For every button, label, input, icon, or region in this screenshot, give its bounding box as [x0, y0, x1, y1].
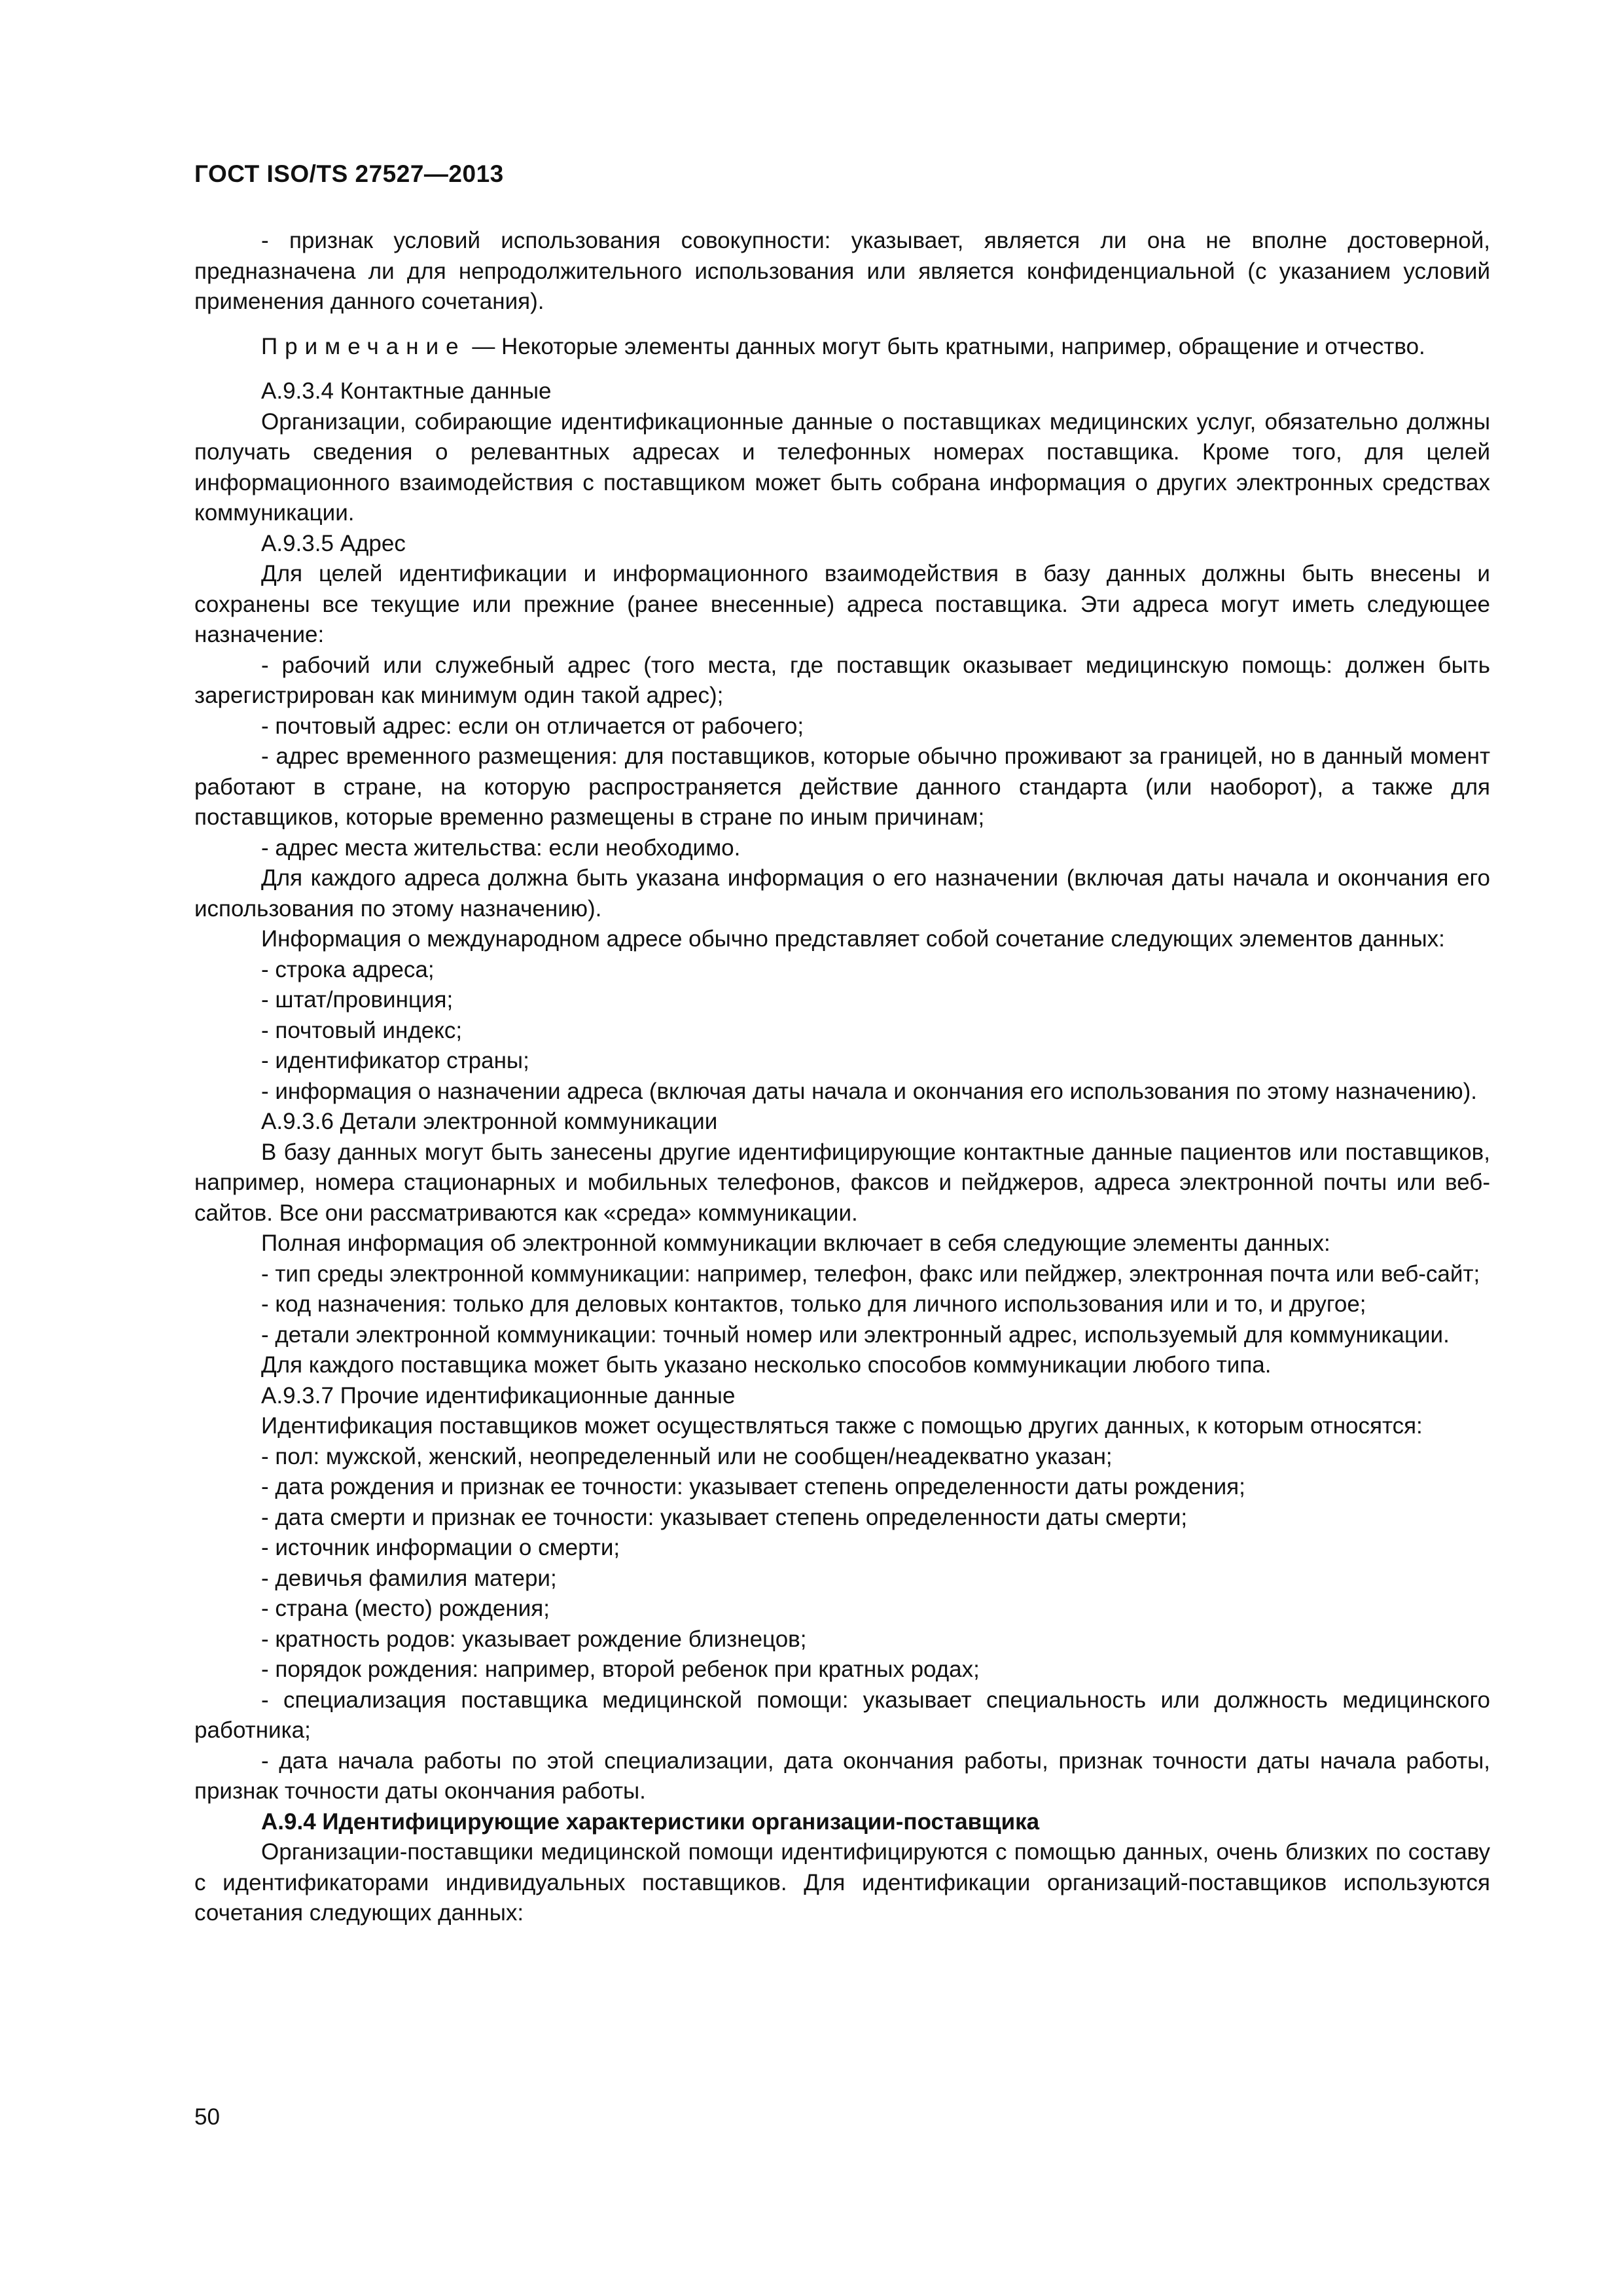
section-heading-bold: А.9.4 Идентифицирующие характеристики организации-поставщика: [261, 1808, 1040, 1835]
paragraph: Полная информация об электронной коммуникации включает в себя следующие элементы данных:: [261, 1230, 1330, 1256]
section-heading: А.9.3.4 Контактные данные: [261, 378, 552, 404]
list-item: - почтовый адрес: если он отличается от рабочего;: [261, 713, 804, 739]
note-text: — Некоторые элементы данных могут быть кратными, например, обращение и отчество.: [465, 333, 1425, 359]
list-item: - специализация поставщика медицинской помощи: указывает специальность или должность медицинского работника;: [194, 1687, 1490, 1743]
list-item: - пол: мужской, женский, неопределенный или не сообщен/неадекватно указан;: [261, 1443, 1113, 1469]
paragraph: Идентификация поставщиков может осуществляться также с помощью других данных, к которым относятся:: [261, 1413, 1423, 1439]
list-item: - тип среды электронной коммуникации: например, телефон, факс или пейджер, электронная почта или веб-сайт;: [261, 1261, 1480, 1287]
list-item: - порядок рождения: например, второй ребенок при кратных родах;: [261, 1657, 980, 1682]
paragraph: Организации, собирающие идентификационные данные о поставщиках медицинских услуг, обязательно должны получать сведения о релевантных адресах и телефонных номерах поставщика. Кроме того, для целей информационного взаимодействия с поставщиком может быть собрана информация о других электронных средствах коммуникации.: [194, 408, 1490, 526]
page-number: 50: [194, 2104, 220, 2130]
list-item: - штат/провинция;: [261, 987, 454, 1013]
paragraph: Информация о международном адресе обычно представляет собой сочетание следующих элементов данных:: [261, 926, 1445, 952]
section-heading: А.9.3.6 Детали электронной коммуникации: [261, 1109, 718, 1134]
list-item: - рабочий или служебный адрес (того места, где поставщик оказывает медицинскую помощь: должен быть зарегистрирован как минимум один такой адрес);: [194, 652, 1490, 708]
list-item: - адрес места жительства: если необходимо.: [261, 834, 741, 861]
list-item: - детали электронной коммуникации: точный номер или электронный адрес, используемый для коммуникации.: [261, 1321, 1450, 1348]
paragraph: Для каждого поставщика может быть указано несколько способов коммуникации любого типа.: [261, 1352, 1272, 1378]
list-item: - дата начала работы по этой специализации, дата окончания работы, признак точности даты начала работы, признак точности даты окончания работы.: [194, 1748, 1490, 1804]
note: [194, 332, 1490, 363]
list-item: - страна (место) рождения;: [261, 1596, 550, 1621]
paragraph: Для каждого адреса должна быть указана информация о его назначении (включая даты начала и окончания его использования по этому назначению).: [194, 865, 1490, 922]
document-body: [194, 226, 1490, 1929]
list-item: - признак условий использования совокупности: указывает, является ли она не вполне достоверной, предназначена ли для непродолжительного использования или является конфиденциальной (с указанием условий применения данного сочетания).: [194, 228, 1490, 314]
document-header: ГОСТ ISO/TS 27527—2013: [194, 160, 504, 187]
note-label: Примечание: [261, 333, 466, 359]
list-item: - дата смерти и признак ее точности: указывает степень определенности даты смерти;: [261, 1504, 1188, 1530]
paragraph: Для целей идентификации и информационного взаимодействия в базу данных должны быть внесены и сохранены все текущие или прежние (ранее внесенные) адреса поставщика. Эти адреса могут иметь следующее назначение:: [194, 561, 1490, 647]
list-item: - адрес временного размещения: для поставщиков, которые обычно проживают за границей, но в данный момент работают в стране, на которую распространяется действие данного стандарта (или наоборот), а также для поставщиков, которые временно размещены в стране по иным причинам;: [194, 744, 1490, 830]
list-item: - идентификатор страны;: [261, 1048, 529, 1073]
list-item: - строка адреса;: [261, 956, 435, 982]
paragraph: Организации-поставщики медицинской помощи идентифицируются с помощью данных, очень близких по составу с идентификаторами индивидуальных поставщиков. Для идентификации организаций-поставщиков используются сочетания следующих данных:: [194, 1839, 1490, 1926]
list-item: - код назначения: только для деловых контактов, только для личного использования или и то, и другое;: [261, 1291, 1366, 1317]
list-item: - почтовый индекс;: [261, 1017, 463, 1043]
list-item: - источник информации о смерти;: [261, 1535, 620, 1560]
list-item: - дата рождения и признак ее точности: указывает степень определенности даты рождения;: [261, 1474, 1245, 1499]
list-item: - информация о назначении адреса (включая даты начала и окончания его использования по этому назначению).: [261, 1078, 1477, 1104]
list-item: - девичья фамилия матери;: [261, 1565, 557, 1591]
list-item: - кратность родов: указывает рождение близнецов;: [261, 1626, 807, 1652]
section-heading: А.9.3.7 Прочие идентификационные данные: [261, 1382, 736, 1408]
section-heading: А.9.3.5 Адрес: [261, 530, 406, 556]
paragraph: В базу данных могут быть занесены другие идентифицирующие контактные данные пациентов или поставщиков, например, номера стационарных и мобильных телефонов, факсов и пейджеров, адреса электронной почты или веб-сайтов. Все они рассматриваются как «среда» коммуникации.: [194, 1139, 1490, 1226]
